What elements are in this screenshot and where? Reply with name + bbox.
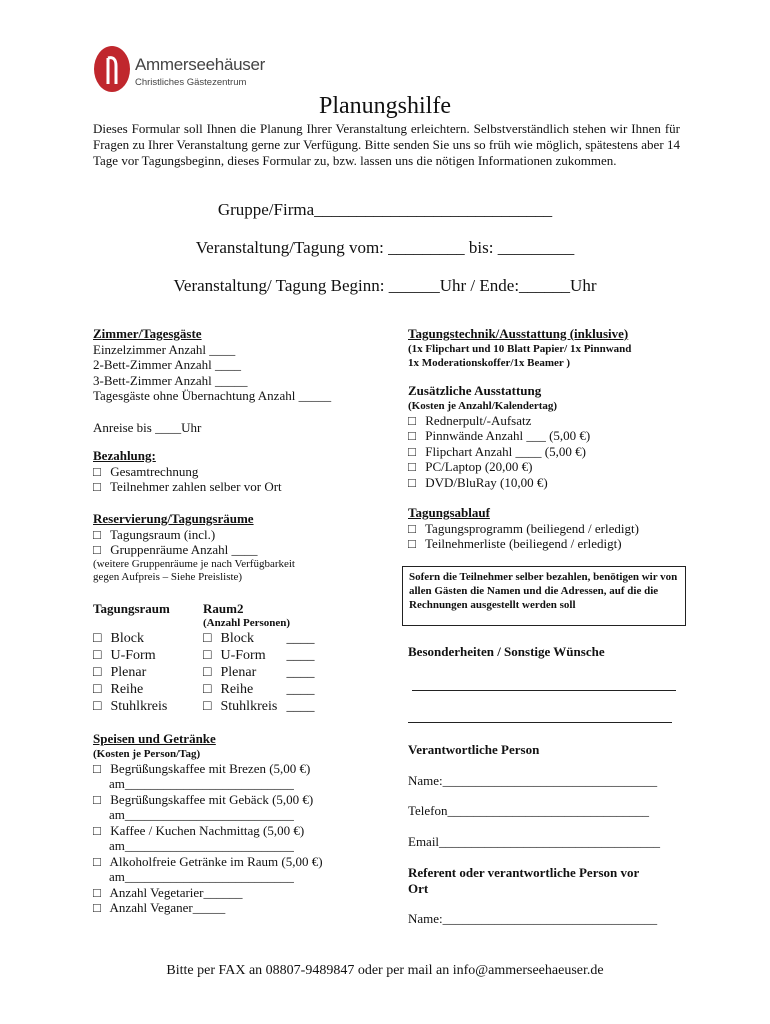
ablauf-section (408, 505, 688, 552)
checkbox-icon[interactable]: □ (93, 665, 102, 680)
checkbox-icon[interactable]: □ (408, 520, 416, 536)
reservierung-heading: Reservierung/Tagungsräume (93, 511, 254, 526)
checkbox-icon[interactable]: □ (203, 665, 212, 680)
option-label: Block (110, 631, 144, 646)
besonderheiten-line[interactable] (408, 722, 672, 723)
checkbox-icon[interactable]: □ (93, 853, 101, 869)
option-label: Alkoholfreie Getränke im Raum (5,00 €) (109, 853, 323, 869)
option-label: Pinnwände Anzahl ___ (5,00 €) (425, 428, 591, 443)
checkbox-icon[interactable]: □ (203, 631, 212, 646)
raum2-heading: Raum2 (203, 601, 244, 616)
ablauf-option[interactable] (408, 521, 688, 537)
option-label: Anzahl Veganer_____ (109, 900, 226, 915)
seating-option[interactable] (93, 630, 203, 647)
option-label: Begrüßungskaffee mit Gebäck (5,00 €) (110, 791, 314, 807)
zusatz-subheading: (Kosten je Anzahl/Kalendertag) (408, 399, 558, 412)
bezahlung-section (93, 448, 393, 495)
raum2-options (203, 630, 323, 715)
zusatz-heading: Zusätzliche Ausstattung (408, 383, 542, 398)
checkbox-icon[interactable]: □ (93, 884, 101, 900)
speisen-option[interactable] (93, 885, 393, 901)
count-blank[interactable]: ____ (286, 631, 315, 646)
zimmer-item[interactable]: Tagesgäste ohne Übernachtung Anzahl _____ (93, 388, 332, 403)
verantwortlich-heading: Verantwortliche Person (408, 742, 540, 757)
option-label: Rednerpult/-Aufsatz (425, 412, 532, 428)
bezahlung-option[interactable] (93, 479, 393, 495)
option-label: Reihe (220, 682, 254, 697)
speisen-option[interactable] (93, 761, 393, 777)
option-label: Plenar (220, 665, 257, 680)
payment-notice-box: Sofern die Teilnehmer selber bezahlen, benötigen wir von allen Gästen die Namen und die Adressen, auf die die Rechnungen ausgestellt werden soll (402, 566, 686, 626)
seating-option[interactable] (203, 698, 323, 715)
besonderheiten-heading: Besonderheiten / Sonstige Wünsche (408, 644, 605, 659)
logo-name: Ammerseehäuser (135, 55, 265, 74)
checkbox-icon[interactable]: □ (408, 412, 416, 428)
zimmer-heading: Zimmer/Tagesgäste (93, 326, 202, 341)
seating-option[interactable] (93, 681, 203, 698)
technik-detail: (1x Flipchart und 10 Blatt Papier/ 1x Pinnwand (408, 342, 632, 355)
option-label: Flipchart Anzahl ____ (5,00 €) (425, 443, 586, 459)
reservierung-option[interactable] (93, 527, 393, 543)
checkbox-icon[interactable]: □ (93, 479, 101, 494)
zusatz-option[interactable] (408, 459, 688, 475)
checkbox-icon[interactable]: □ (93, 526, 101, 542)
checkbox-icon[interactable]: □ (408, 443, 416, 459)
speisen-heading: Speisen und Getränke (93, 731, 216, 746)
technik-section (408, 326, 688, 370)
option-label: Begrüßungskaffee mit Brezen (5,00 €) (110, 760, 311, 776)
bezahlung-heading: Bezahlung: (93, 448, 156, 463)
option-label: Gruppenräume Anzahl ____ (110, 542, 258, 557)
speisen-option[interactable] (93, 900, 393, 916)
option-label: Reihe (110, 682, 144, 697)
reservierung-note: (weitere Gruppenräume je nach Verfügbarkeit (93, 557, 295, 570)
speisen-subheading: (Kosten je Person/Tag) (93, 747, 201, 760)
seating-option[interactable] (93, 647, 203, 664)
zusatz-option[interactable] (408, 428, 688, 444)
date-blank[interactable]: am__________________________ (109, 807, 294, 822)
seating-option[interactable] (203, 630, 323, 647)
time-field[interactable]: Veranstaltung/ Tagung Beginn: ______Uhr / Ende:______Uhr (173, 276, 597, 295)
option-label: Tagungsprogramm (beiliegend / erledigt) (425, 520, 639, 536)
speisen-option[interactable] (93, 823, 393, 839)
checkbox-icon[interactable]: □ (93, 648, 102, 663)
checkbox-icon[interactable]: □ (203, 682, 212, 697)
tagungsraum-heading: Tagungsraum (93, 601, 170, 616)
option-label: Kaffee / Kuchen Nachmittag (5,00 €) (110, 822, 305, 838)
date-field[interactable]: Veranstaltung/Tagung vom: _________ bis: _________ (195, 238, 575, 257)
option-label: Tagungsraum (incl.) (110, 526, 216, 542)
checkbox-icon[interactable]: □ (93, 463, 101, 479)
besonderheiten-line[interactable] (412, 690, 676, 691)
seating-option[interactable] (203, 647, 323, 664)
option-label: Teilnehmerliste (beiliegend / erledigt) (425, 536, 622, 551)
checkbox-icon[interactable]: □ (93, 822, 101, 838)
referent-heading: Referent oder verantwortliche Person vor (408, 865, 640, 880)
name-field[interactable]: Name:_________________________________ (408, 772, 658, 788)
checkbox-icon[interactable]: □ (93, 699, 102, 714)
group-field[interactable]: Gruppe/Firma____________________________ (217, 200, 553, 219)
date-blank[interactable]: am__________________________ (109, 838, 294, 853)
zimmer-item[interactable]: 2-Bett-Zimmer Anzahl ____ (93, 357, 242, 372)
page-title: Planungshilfe (319, 93, 451, 119)
zimmer-section (93, 326, 393, 435)
checkbox-icon[interactable]: □ (93, 542, 101, 557)
option-label: Teilnehmer zahlen selber vor Ort (110, 479, 282, 494)
zusatz-option[interactable] (408, 413, 688, 429)
seating-option[interactable] (203, 681, 323, 698)
referent-name-field[interactable]: Name:_________________________________ (408, 911, 658, 926)
checkbox-icon[interactable]: □ (408, 536, 416, 551)
speisen-option[interactable] (93, 792, 393, 808)
bezahlung-option[interactable] (93, 464, 393, 480)
reservierung-section (93, 511, 393, 585)
seating-option[interactable] (93, 664, 203, 681)
option-label: PC/Laptop (20,00 €) (425, 459, 533, 474)
referent-heading: Ort (408, 880, 429, 896)
checkbox-icon[interactable]: □ (408, 459, 416, 474)
option-label: Block (220, 631, 254, 646)
checkbox-icon[interactable]: □ (408, 428, 416, 443)
raum2-subheading: (Anzahl Personen) (203, 617, 291, 629)
option-label: Stuhlkreis (110, 699, 168, 714)
verantwortlich-section (408, 742, 698, 849)
checkbox-icon[interactable]: □ (93, 682, 102, 697)
date-blank[interactable]: am__________________________ (109, 869, 294, 884)
zimmer-item[interactable]: Einzelzimmer Anzahl ____ (93, 341, 236, 357)
option-label: Gesamtrechnung (110, 463, 199, 479)
reservierung-note: gegen Aufpreis – Siehe Preisliste) (93, 571, 243, 583)
option-label: Plenar (110, 665, 147, 680)
speisen-option[interactable] (93, 854, 393, 870)
checkbox-icon[interactable]: □ (203, 648, 212, 663)
ablauf-heading: Tagungsablauf (408, 505, 490, 520)
option-label: Stuhlkreis (220, 699, 278, 714)
checkbox-icon[interactable]: □ (203, 699, 212, 714)
seating-option[interactable] (203, 664, 323, 681)
checkbox-icon[interactable]: □ (408, 474, 416, 490)
checkbox-icon[interactable]: □ (93, 631, 102, 646)
logo-subtitle: Christliches Gästezentrum (135, 77, 247, 88)
zimmer-item[interactable]: 3-Bett-Zimmer Anzahl _____ (93, 372, 248, 388)
count-blank[interactable]: ____ (286, 699, 315, 714)
intro-text: Dieses Formular soll Ihnen die Planung Ihrer Veranstaltung erleichtern. Selbstverständlich stehen wir Ihnen für Fragen zu Ihrer Veranstaltung gerne zur Verfügung. Bitte senden Sie uns so früh wie möglich, spätestens aber 14 Tage vor Tagungsbeginn, dieses Formular zu, bzw. lassen uns die nötigen Informationen zukommen. (93, 121, 680, 168)
date-blank[interactable]: am__________________________ (109, 776, 294, 791)
email-field[interactable]: Email__________________________________ (408, 833, 661, 849)
referent-section (408, 865, 698, 927)
zusatz-option[interactable] (408, 475, 688, 491)
ablauf-option[interactable] (408, 536, 688, 552)
technik-detail: 1x Moderationskoffer/1x Beamer ) (408, 356, 571, 369)
speisen-section (93, 731, 393, 916)
zusatz-option[interactable] (408, 444, 688, 460)
count-blank[interactable]: ____ (286, 665, 315, 680)
footer-contact: Bitte per FAX an 08807-9489847 oder per mail an info@ammerseehaeuser.de (166, 963, 604, 978)
option-label: U-Form (220, 648, 266, 663)
checkbox-icon[interactable]: □ (93, 791, 101, 807)
checkbox-icon[interactable]: □ (93, 900, 101, 915)
anreise-field[interactable]: Anreise bis ____Uhr (93, 419, 202, 435)
option-label: Anzahl Vegetarier______ (109, 884, 243, 900)
count-blank[interactable]: ____ (286, 682, 315, 697)
reservierung-option[interactable] (93, 542, 393, 558)
seating-option[interactable] (93, 698, 203, 715)
count-blank[interactable]: ____ (286, 648, 315, 663)
telefon-field[interactable]: Telefon_______________________________ (408, 803, 650, 818)
zusatz-section (408, 383, 688, 490)
technik-heading: Tagungstechnik/Ausstattung (inklusive) (408, 326, 629, 341)
option-label: DVD/BluRay (10,00 €) (425, 474, 548, 490)
option-label: U-Form (110, 648, 156, 663)
checkbox-icon[interactable]: □ (93, 760, 101, 776)
tagungsraum-options (93, 630, 203, 715)
ammerseehaeuser-logo-icon (92, 44, 132, 94)
